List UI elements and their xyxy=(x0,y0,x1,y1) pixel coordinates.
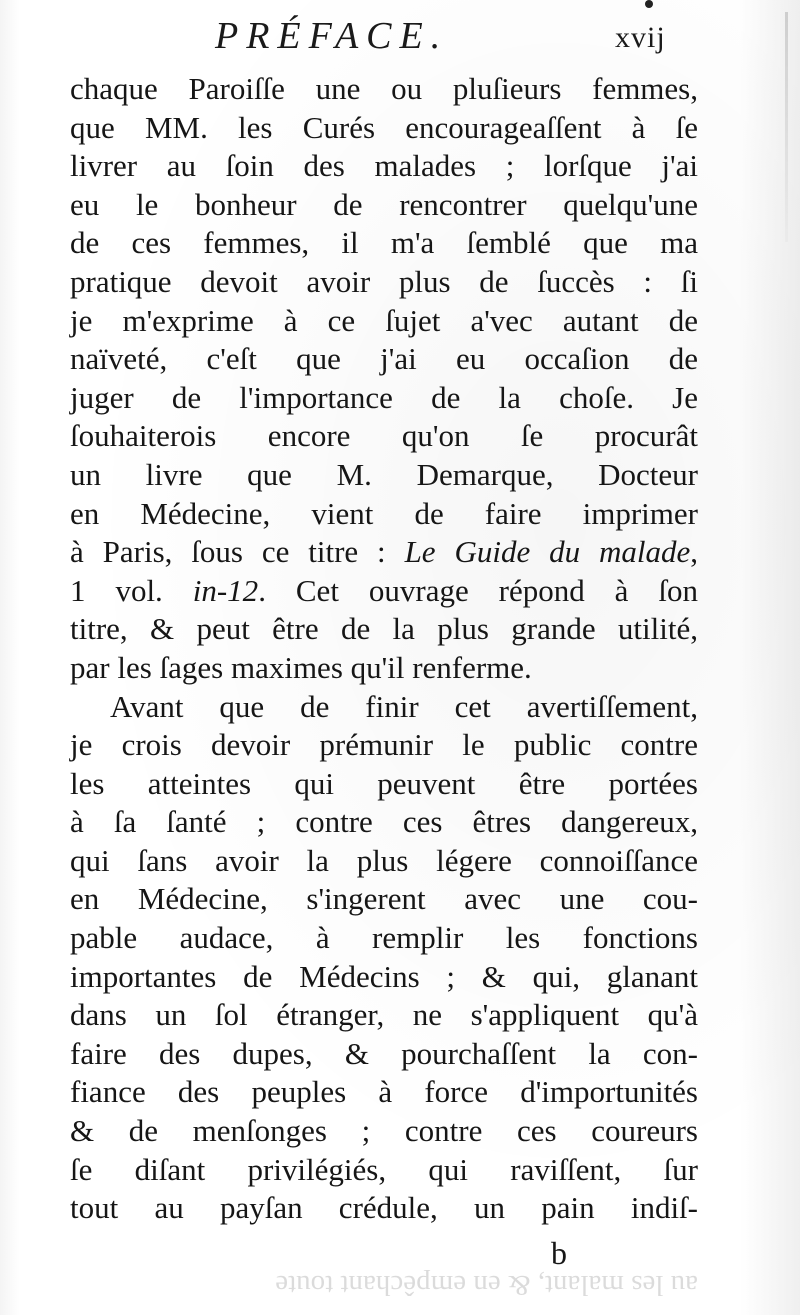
text-line: je crois devoir prémunir le public contre xyxy=(70,727,698,763)
text-line: les atteintes qui peuvent être portées xyxy=(70,765,698,801)
line-text: 1 vol. xyxy=(70,572,193,608)
page-title: PRÉFACE. xyxy=(215,15,449,57)
text-line: que MM. les Curés encourageaſſent à ſe xyxy=(70,109,698,145)
text-line: de ces femmes, il m'a ſemblé que ma xyxy=(70,225,698,261)
text-line: titre, & peut être de la plus grande utilité, xyxy=(70,611,698,647)
paragraph-start-line: Avant que de finir cet avertiſſement, xyxy=(110,688,698,724)
body-text xyxy=(70,70,698,1228)
text-line: pratique devoit avoir plus de ſuccès : ſi xyxy=(70,263,698,299)
text-line: chaque Paroiſſe une ou pluſieurs femmes, xyxy=(70,71,698,106)
text-line: à ſa ſanté ; contre ces êtres dangereux, xyxy=(70,804,698,840)
text-line: ſouhaiterois encore qu'on ſe procurât xyxy=(70,418,698,454)
text-line: importantes de Médecins ; & qui, glanant xyxy=(70,958,698,994)
text-line: pable audace, à remplir les fonctions xyxy=(70,920,698,956)
text-line: naïveté, c'eſt que j'ai eu occaſion de xyxy=(70,341,698,377)
text-line: dans un ſol étranger, ne s'appliquent qu'à xyxy=(70,997,698,1033)
ink-spot xyxy=(645,0,653,8)
book-format: in-12 xyxy=(192,572,259,608)
text-line: faire des dupes, & pourchaſſent la con- xyxy=(70,1035,698,1071)
text-line: qui ſans avoir la plus légere connoiſſance xyxy=(70,842,698,878)
line-text: à Paris, ſous ce titre : xyxy=(70,534,405,570)
text-line: eu le bonheur de rencontrer quelqu'une xyxy=(70,186,698,222)
text-line: un livre que M. Demarque, Docteur xyxy=(70,456,698,492)
book-title: Le Guide du malade xyxy=(404,534,691,570)
text-line: & de menſonges ; contre ces coureurs xyxy=(70,1113,698,1149)
text-line: livrer au ſoin des malades ; lorſque j'ai xyxy=(70,148,698,184)
page-number: xvij xyxy=(615,21,666,54)
text-line: je m'exprime à ce ſujet a'vec autant de xyxy=(70,302,698,338)
line-text: . Cet ouvrage répond à ſon xyxy=(258,572,698,608)
text-line: juger de l'importance de la choſe. Je xyxy=(70,379,698,415)
line-text: , xyxy=(690,534,698,570)
format-line xyxy=(70,572,698,611)
text-line: tout au payſan crédule, un pain indiſ- xyxy=(70,1190,698,1226)
text-line: en Médecine, s'ingerent avec une cou- xyxy=(70,881,698,917)
signature-mark: b xyxy=(551,1235,567,1271)
text-line: fiance des peuples à force d'importunités xyxy=(70,1074,698,1110)
bleed-through-text: au les malant, & en empêchant toute xyxy=(275,1269,698,1301)
text-line: ſe diſant privilégiés, qui raviſſent, ſur xyxy=(70,1151,698,1187)
page-edge-shadow xyxy=(785,12,788,242)
paragraph-end-line: par les ſages maximes qu'il renferme. xyxy=(70,649,532,685)
running-head xyxy=(215,14,715,58)
text-line: en Médecine, vient de faire imprimer xyxy=(70,495,698,531)
book-title-line xyxy=(70,533,698,572)
